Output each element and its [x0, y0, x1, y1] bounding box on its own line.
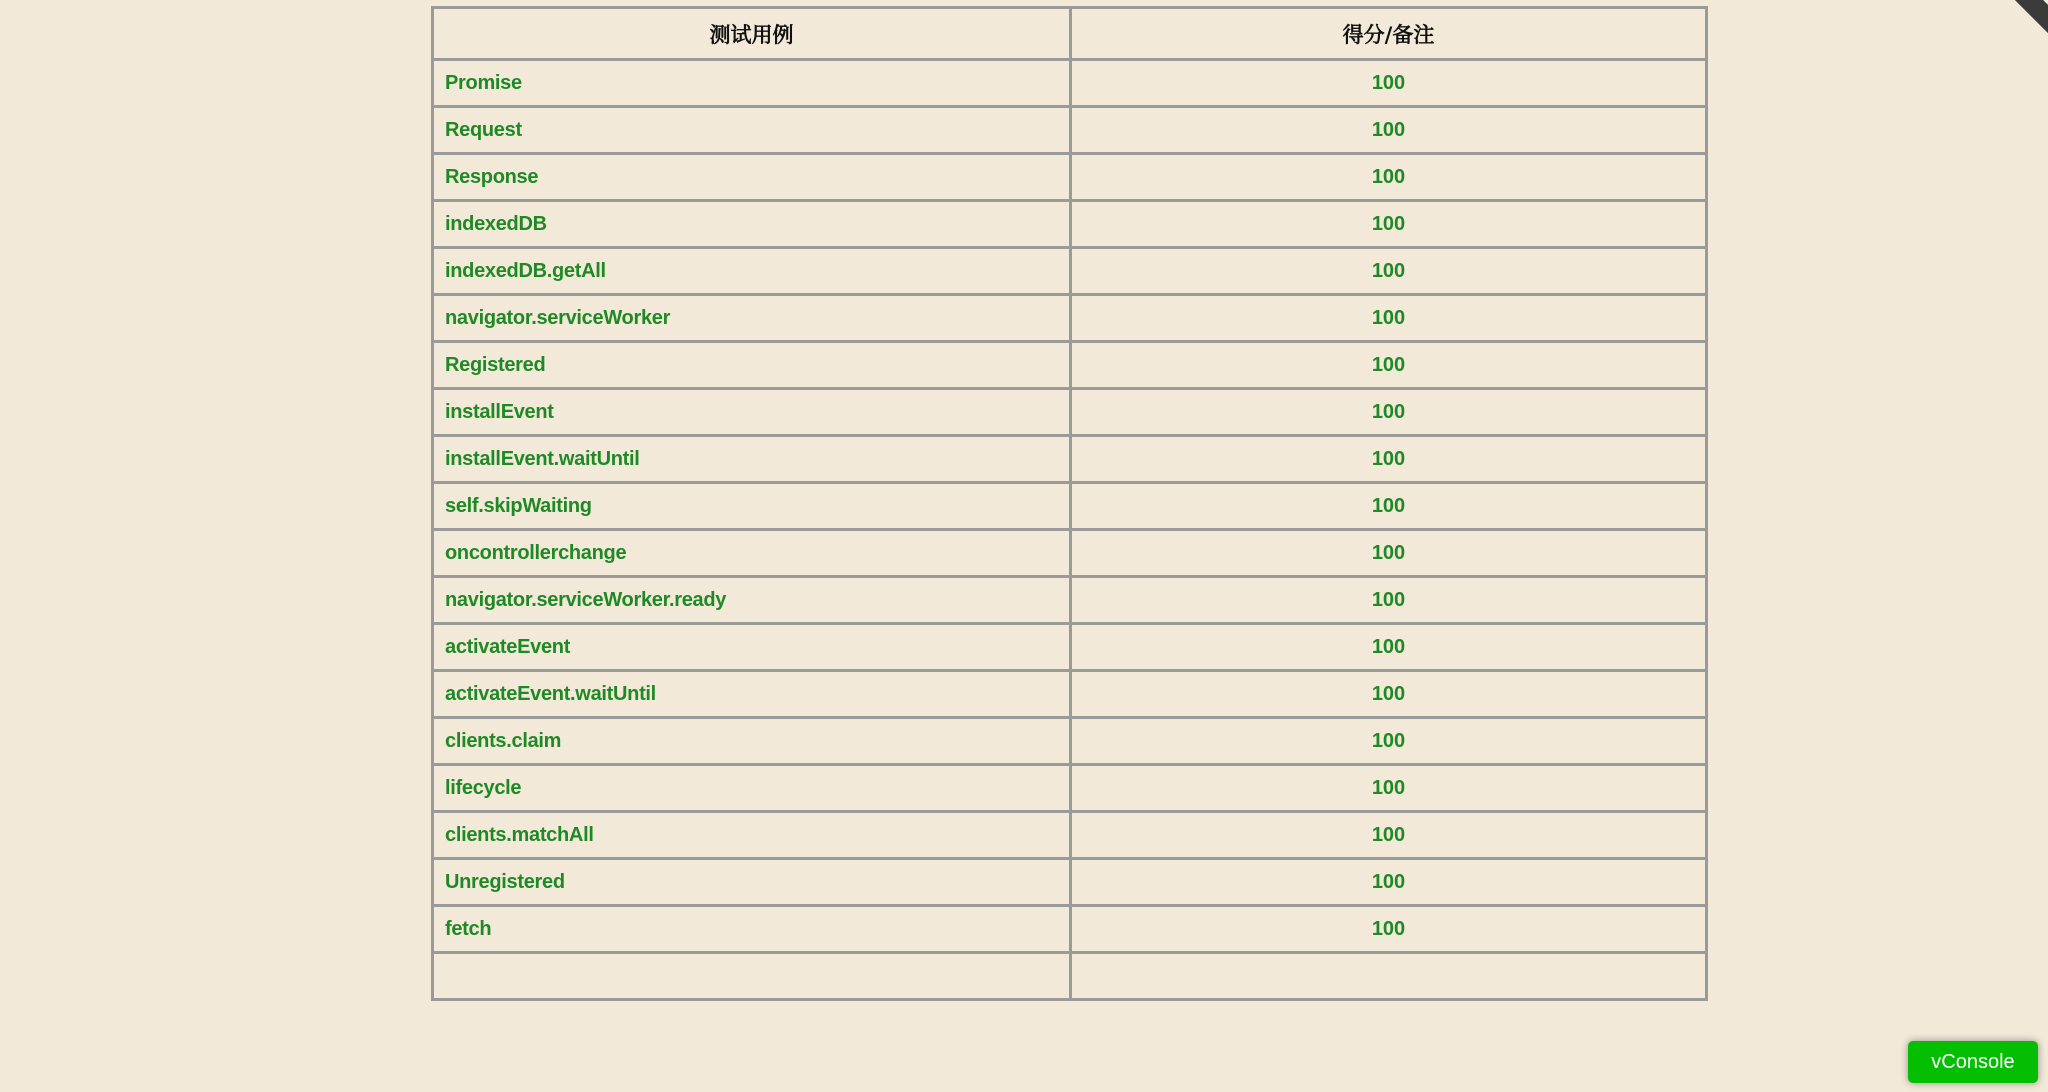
test-case-score: 100	[1071, 389, 1707, 436]
test-case-name: Response	[433, 154, 1071, 201]
test-case-name: clients.matchAll	[433, 812, 1071, 859]
test-case-name: oncontrollerchange	[433, 530, 1071, 577]
test-case-name: lifecycle	[433, 765, 1071, 812]
table-row	[433, 342, 1707, 389]
table-row	[433, 624, 1707, 671]
test-case-score: 100	[1071, 483, 1707, 530]
test-case-name: installEvent	[433, 389, 1071, 436]
table-row	[433, 248, 1707, 295]
table-row	[433, 812, 1707, 859]
table-row	[433, 906, 1707, 953]
test-case-name: Promise	[433, 60, 1071, 107]
test-case-score: 100	[1071, 342, 1707, 389]
test-case-score: 100	[1071, 906, 1707, 953]
test-case-name: indexedDB	[433, 201, 1071, 248]
table-row	[433, 483, 1707, 530]
test-case-name: clients.claim	[433, 718, 1071, 765]
table-row	[433, 953, 1707, 1000]
vconsole-button[interactable]: vConsole	[1908, 1041, 2038, 1083]
table-row	[433, 671, 1707, 718]
test-case-score: 100	[1071, 436, 1707, 483]
table-row	[433, 60, 1707, 107]
table-row	[433, 107, 1707, 154]
test-case-score: 100	[1071, 718, 1707, 765]
test-case-score	[1071, 953, 1707, 1000]
test-case-score: 100	[1071, 295, 1707, 342]
table-row	[433, 295, 1707, 342]
test-case-score: 100	[1071, 154, 1707, 201]
test-case-score: 100	[1071, 201, 1707, 248]
test-case-score: 100	[1071, 530, 1707, 577]
test-case-name: Unregistered	[433, 859, 1071, 906]
test-case-score: 100	[1071, 812, 1707, 859]
table-row	[433, 577, 1707, 624]
test-case-name: fetch	[433, 906, 1071, 953]
test-case-name: navigator.serviceWorker	[433, 295, 1071, 342]
test-case-score: 100	[1071, 859, 1707, 906]
test-case-name: installEvent.waitUntil	[433, 436, 1071, 483]
corner-ribbon[interactable]	[2000, 0, 2048, 48]
table-row	[433, 765, 1707, 812]
test-case-name	[433, 953, 1071, 1000]
table-body	[433, 60, 1707, 1000]
table-row	[433, 436, 1707, 483]
table-row	[433, 718, 1707, 765]
table-row	[433, 530, 1707, 577]
test-case-name: activateEvent.waitUntil	[433, 671, 1071, 718]
test-case-score: 100	[1071, 671, 1707, 718]
test-case-score: 100	[1071, 577, 1707, 624]
test-case-name: Registered	[433, 342, 1071, 389]
test-case-score: 100	[1071, 624, 1707, 671]
table-row	[433, 201, 1707, 248]
test-case-name: indexedDB.getAll	[433, 248, 1071, 295]
results-table	[431, 6, 1708, 1001]
table-row	[433, 859, 1707, 906]
test-case-name: self.skipWaiting	[433, 483, 1071, 530]
test-case-score: 100	[1071, 765, 1707, 812]
test-case-name: activateEvent	[433, 624, 1071, 671]
header-test-case: 测试用例	[433, 8, 1071, 60]
header-score-remarks: 得分/备注	[1071, 8, 1707, 60]
test-case-score: 100	[1071, 60, 1707, 107]
table-header-row	[433, 8, 1707, 60]
table-row	[433, 154, 1707, 201]
test-case-name: Request	[433, 107, 1071, 154]
table-row	[433, 389, 1707, 436]
test-case-score: 100	[1071, 248, 1707, 295]
test-case-score: 100	[1071, 107, 1707, 154]
test-case-name: navigator.serviceWorker.ready	[433, 577, 1071, 624]
